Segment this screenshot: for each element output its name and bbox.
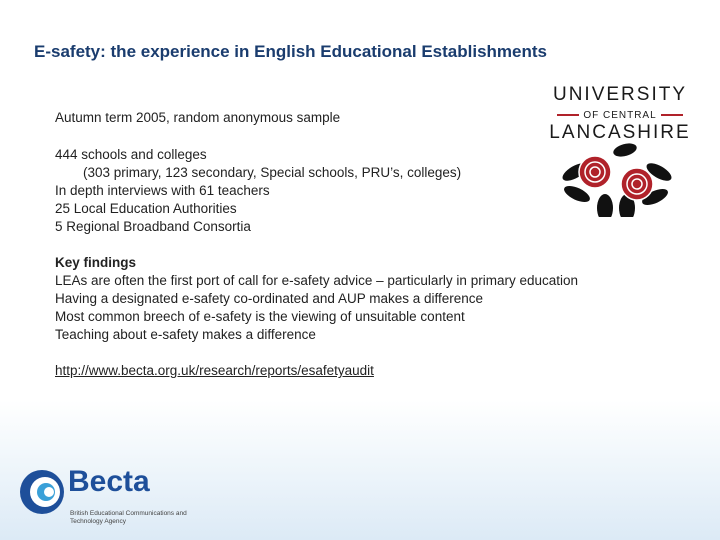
finding-item: Teaching about e-safety makes a difference [55,327,316,342]
finding-item: Having a designated e-safety co-ordinated and AUP makes a difference [55,291,484,306]
uclan-logo-line2 [545,110,695,121]
becta-logo-name: Becta [68,465,150,498]
findings-heading: Key findings [55,255,137,270]
uclan-logo-line1: UNIVERSITY [552,84,688,105]
sample-line: In depth interviews with 61 teachers [55,183,270,198]
becta-logo [18,465,198,532]
slide-title: E-safety: the experience in English Educational Establishments [34,42,547,61]
uclan-logo-line3: LANCASHIRE [549,122,691,143]
becta-swirl-icon [18,468,66,516]
finding-item: LEAs are often the first port of call for e-safety advice – particularly in primary education [55,273,578,288]
sample-line: 25 Local Education Authorities [55,201,237,216]
sample-line: 444 schools and colleges [55,147,207,162]
sample-line: (303 primary, 123 secondary, Special schools, PRU’s, colleges) [83,165,462,180]
uclan-logo-line2-text: OF CENTRAL [583,110,657,121]
sample-line: 5 Regional Broadband Consortia [55,219,251,234]
finding-item: Most common breech of e-safety is the viewing of unsuitable content [55,309,465,324]
uclan-logo [545,84,695,219]
intro-text: Autumn term 2005, random anonymous sample [55,110,341,125]
becta-logo-subtitle: British Educational Communications and Technology Agency [70,510,187,525]
rose-emblem-icon [555,142,685,217]
report-link[interactable]: http://www.becta.org.uk/research/reports/esafetyaudit [55,363,374,378]
